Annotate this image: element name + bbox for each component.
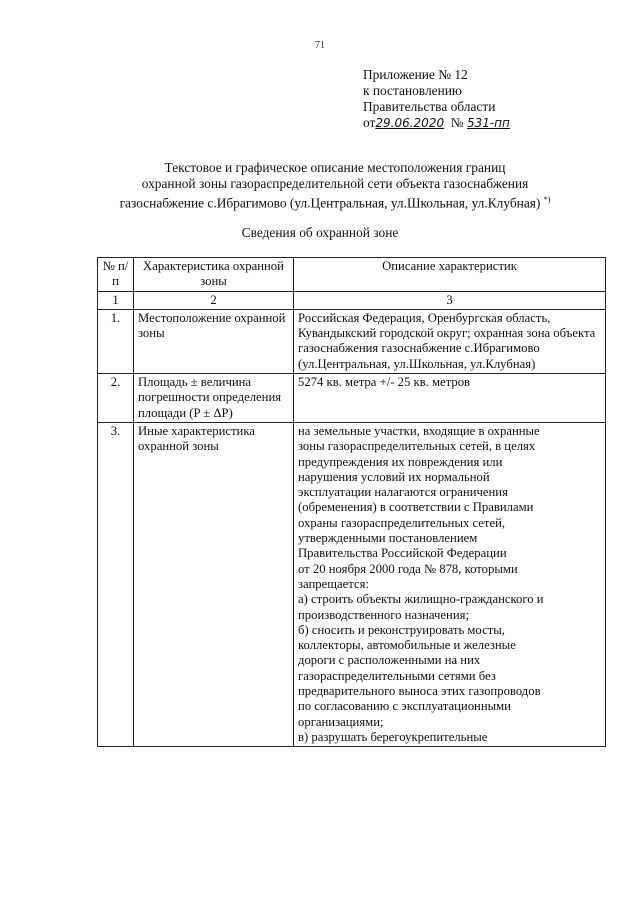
row-description: 5274 кв. метра +/- 25 кв. метров [294,374,606,423]
row-number: 1. [98,309,134,373]
table-row [98,309,606,373]
row-number: 3. [98,422,134,746]
row-characteristic: Местоположение охранной зоны [134,309,294,373]
row-description: Российская Федерация, Оренбургская область, Кувандыкский городской округ; охранная зона объекта газоснабжения газоснабжение с.Ибрагимово (ул.Центральная, ул.Школьная, ул.Клубная) [294,309,606,373]
description-line: газораспределительными сетями без [298,668,496,683]
description-line: утвержденными постановлением [298,531,478,546]
description-line: дороги с расположенными на них [298,653,481,668]
row-characteristic: Площадь ± величина погрешности определения площади (P ± ΔP) [134,374,294,423]
section-subtitle: Сведения об охранной зоне [241,225,399,240]
number-prefix: № [450,115,464,130]
description-line: запрещается: [298,576,369,591]
table-row [98,422,606,746]
numbering-1: 1 [98,291,134,309]
title-line-3-text: газоснабжение с.Ибрагимово (ул.Центральная, ул.Школьная, ул.Клубная) [119,195,541,211]
description-line: охраны газораспределительных сетей, [298,515,506,530]
title-line-2: охранной зоны газораспределительной сети объекта газоснабжения [141,176,529,191]
description-line: Правительства Российской Федерации [298,546,507,561]
description-line: б) сносить и реконструировать мосты, [298,622,505,637]
row-number: 2. [98,374,134,423]
handwritten-number: 531-пп [466,116,510,130]
description-line: на земельные участки, входящие в охранные [298,423,540,438]
date-prefix: от [363,115,376,130]
table-header-row [98,258,606,292]
appendix-line-2: к постановлению [363,83,462,98]
appendix-line-1: Приложение № 12 [363,67,468,82]
header-characteristic: Характеристика охранной зоны [134,258,294,292]
document-title [70,160,600,211]
description-line: производственного назначения; [298,607,469,622]
description-line: а) строить объекты жилищно-гражданского и [298,592,544,607]
description-line: по согласованию с эксплуатационными [298,699,511,714]
description-line: в) разрушать берегоукрепительные [298,729,488,744]
row-characteristic: Иные характеристика охранной зоны [134,422,294,746]
title-line-1: Текстовое и графическое описание местоположения границ [164,160,506,175]
handwritten-date: 29.06.2020 [375,116,445,130]
footnote-marker: *) [543,195,551,204]
description-line: эксплуатации налагаются ограничения [298,485,508,500]
appendix-date-line [363,115,510,131]
appendix-block [363,67,510,131]
numbering-2: 2 [134,291,294,309]
description-line: зоны газораспределительных сетей, в целях [298,439,536,454]
table-row [98,374,606,423]
header-description: Описание характеристик [294,258,606,292]
description-line: (обременения) в соответствии с Правилами [298,500,534,515]
description-line: коллекторы, автомобильные и железные [298,638,516,653]
description-line: от 20 ноября 2000 года № 878, которыми [298,561,518,576]
table-numbering-row [98,291,606,309]
description-line: предварительного выноса этих газопроводов [298,684,541,699]
zone-info-table [97,257,606,747]
description-line: организациями; [298,714,384,729]
description-line: нарушения условий их нормальной [298,469,490,484]
header-number: № п/п [98,258,134,292]
numbering-3: 3 [294,291,606,309]
title-line-3 [70,192,600,211]
description-line: предупреждения их повреждения или [298,454,503,469]
page-number: 71 [315,40,325,51]
appendix-line-3: Правительства области [363,99,496,114]
row-description [294,422,606,746]
